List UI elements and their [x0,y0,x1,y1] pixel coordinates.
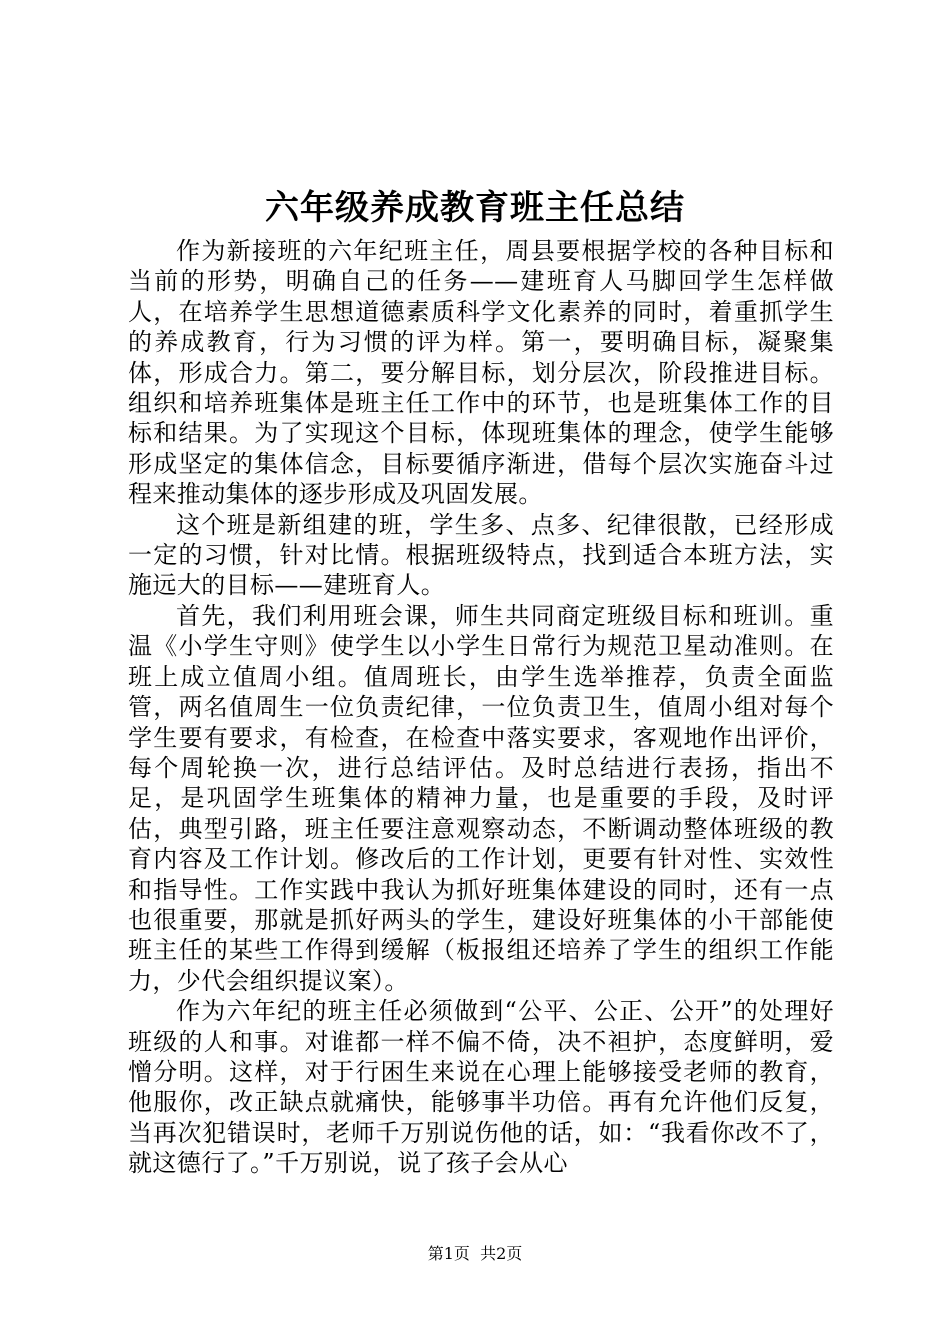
paragraph: 作为六年纪的班主任必须做到“公平、公正、公开”的处理好班级的人和事。对谁都一样不偏不倚，决不袒护，态度鲜明，爱憎分明。这样，对于行困生来说在心理上能够接受老师的教育，他服你，改正缺点就痛快，能够事半功倍。再有允许他们反复，当再次犯错误时，老师千万别说伤他的话，如：“我看你改不了，就这德行了。”千万别说，说了孩子会从心 [128,997,834,1178]
document-title: 六年级养成教育班主任总结 [265,188,685,228]
paragraph: 作为新接班的六年纪班主任，周县要根据学校的各种目标和当前的形势，明确自己的任务——建班育人马脚回学生怎样做人，在培养学生思想道德素质科学文化素养的同时，着重抓学生的养成教育，行为习惯的评为样。第一，要明确目标，凝聚集体，形成合力。第二，要分解目标，划分层次，阶段推进目标。组织和培养班集体是班主任工作中的环节，也是班集体工作的目标和结果。为了实现这个目标，体现班集体的理念，使学生能够形成坚定的集体信念，目标要循序渐进，借每个层次实施奋斗过程来推动集体的逐步形成及巩固发展。 [128,237,834,509]
document-body [128,236,834,1179]
page-footer [0,1243,950,1265]
paragraph: 这个班是新组建的班，学生多、点多、纪律很散，已经形成一定的习惯，针对比情。根据班级特点，找到适合本班方法，实施远大的目标——建班育人。 [128,510,834,600]
page-number-label: 第1页 共2页 [427,1244,523,1263]
paragraph: 首先，我们利用班会课，师生共同商定班级目标和班训。重温《小学生守则》使学生以小学生日常行为规范卫星动准则。在班上成立值周小组。值周班长，由学生选举推荐，负责全面监管，两名值周生一位负责纪律，一位负责卫生，值周小组对每个学生要有要求，有检查，在检查中落实要求，客观地作出评价，每个周轮换一次，进行总结评估。及时总结进行表扬，指出不足，是巩固学生班集体的精神力量，也是重要的手段，及时评估，典型引路，班主任要注意观察动态，不断调动整体班级的教育内容及工作计划。修改后的工作计划，更要有针对性、实效性和指导性。工作实践中我认为抓好班集体建设的同时，还有一点也很重要，那就是抓好两头的学生，建设好班集体的小干部能使班主任的某些工作得到缓解（板报组还培养了学生的组织工作能力，少代会组织提议案）。 [128,601,834,995]
